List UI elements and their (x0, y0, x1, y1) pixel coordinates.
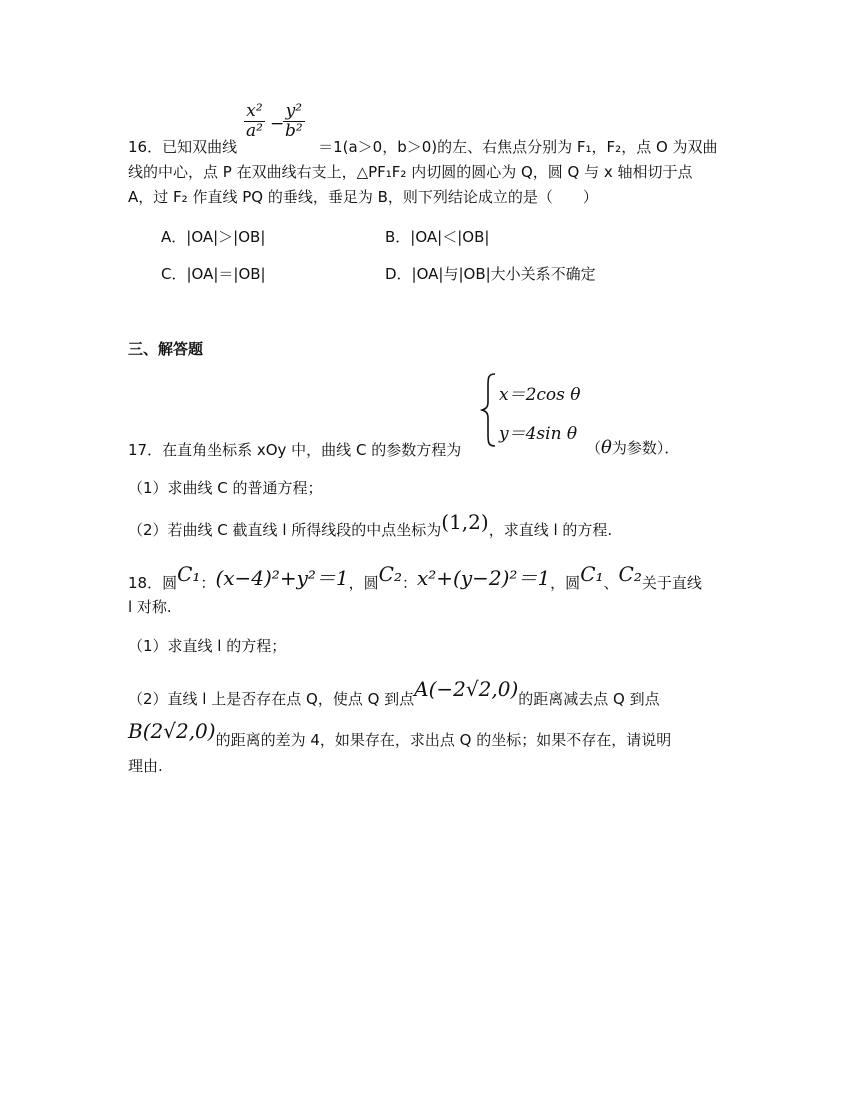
q18-part-2-line-2 (128, 719, 672, 750)
q18-tail: 关于直线 (641, 574, 702, 592)
q17-theta: θ (601, 437, 612, 458)
q17-param-text: 为参数）． (611, 439, 680, 457)
q18-part-2-line-1 (128, 677, 660, 709)
q18-c1: C₁ (177, 562, 201, 586)
q16-minus: − (270, 114, 285, 134)
q16-frac2-numerator: y² (283, 102, 305, 122)
q18-colon-2: ： (401, 574, 417, 592)
q18-equation-1: (x−4)²+y²＝1 (215, 566, 349, 590)
q16-frac1-denominator: a² (246, 121, 263, 141)
q18-line-1 (128, 562, 702, 593)
q18-c2-again: C₂ (618, 562, 642, 586)
q18-number: 18．圆 (128, 574, 178, 592)
q17-param-note (586, 437, 679, 458)
q17-paren-open: （ (586, 439, 602, 457)
q17-midpoint: (1,2) (441, 510, 489, 534)
q18-dun: 、 (603, 574, 619, 592)
q18-sep-2: ，圆 (550, 574, 581, 592)
q16-line1-rest: ＝1(a＞0，b＞0)的左、右焦点分别为 F₁，F₂，点 O 为双曲 (318, 138, 718, 156)
q17-stem: 17．在直角坐标系 xOy 中，曲线 C 的参数方程为 (128, 441, 462, 459)
q16-line-1 (128, 137, 718, 157)
q18-part2-text-a: （2）直线 l 上是否存在点 Q，使点 Q 到点 (128, 690, 415, 708)
q18-sep: ，圆 (348, 574, 379, 592)
q16-option-d: D．|OA|与|OB|大小关系不确定 (385, 265, 596, 283)
section-title: 三、解答题 (128, 340, 204, 358)
q17-brace (480, 372, 500, 448)
q17-part-1: （1）求曲线 C 的普通方程； (128, 479, 323, 497)
q17-part2-text-b: ，求直线 l 的方程. (488, 521, 613, 539)
q16-line-2: 线的中心，点 P 在双曲线右支上，△PF₁F₂ 内切圆的圆心为 Q，圆 Q 与 x 轴相切于点 (128, 163, 693, 181)
q16-frac2-denominator: b² (285, 121, 303, 141)
q18-line-2: l 对称. (128, 598, 172, 616)
q16-option-c: C．|OA|＝|OB| (161, 265, 266, 283)
q18-part-2-line-3: 理由. (128, 757, 163, 775)
q18-equation-2: x²+(y−2)²＝1 (416, 566, 551, 590)
q16-number: 16．已知双曲线 (128, 138, 238, 156)
q18-part2-text-c: 的距离的差为 4，如果存在，求出点 Q 的坐标；如果不存在，请说明 (215, 731, 672, 749)
q18-c1-again: C₁ (580, 562, 604, 586)
q17-equation-1: x＝2cos θ (499, 385, 581, 405)
q16-frac1-numerator: x² (244, 102, 265, 122)
q17-equation-2: y＝4sin θ (499, 424, 578, 444)
q18-point-b: B(2√2,0) (128, 719, 216, 743)
q16-option-b: B．|OA|＜|OB| (385, 228, 490, 246)
q18-part-1: （1）求直线 l 的方程； (128, 637, 287, 655)
q16-option-a: A．|OA|＞|OB| (161, 228, 266, 246)
q17-part2-text-a: （2）若曲线 C 截直线 l 所得线段的中点坐标为 (128, 521, 442, 539)
q18-c2: C₂ (378, 562, 402, 586)
q18-part2-text-b: 的距离减去点 Q 到点 (518, 690, 660, 708)
q18-point-a: A(−2√2,0) (414, 677, 519, 701)
q16-fraction-2 (283, 102, 305, 141)
q16-line-3: A，过 F₂ 作直线 PQ 的垂线，垂足为 B，则下列结论成立的是（ ） (128, 188, 598, 206)
q16-fraction-1 (244, 102, 265, 141)
q17-part-2 (128, 510, 613, 540)
q18-colon-1: ： (200, 574, 216, 592)
